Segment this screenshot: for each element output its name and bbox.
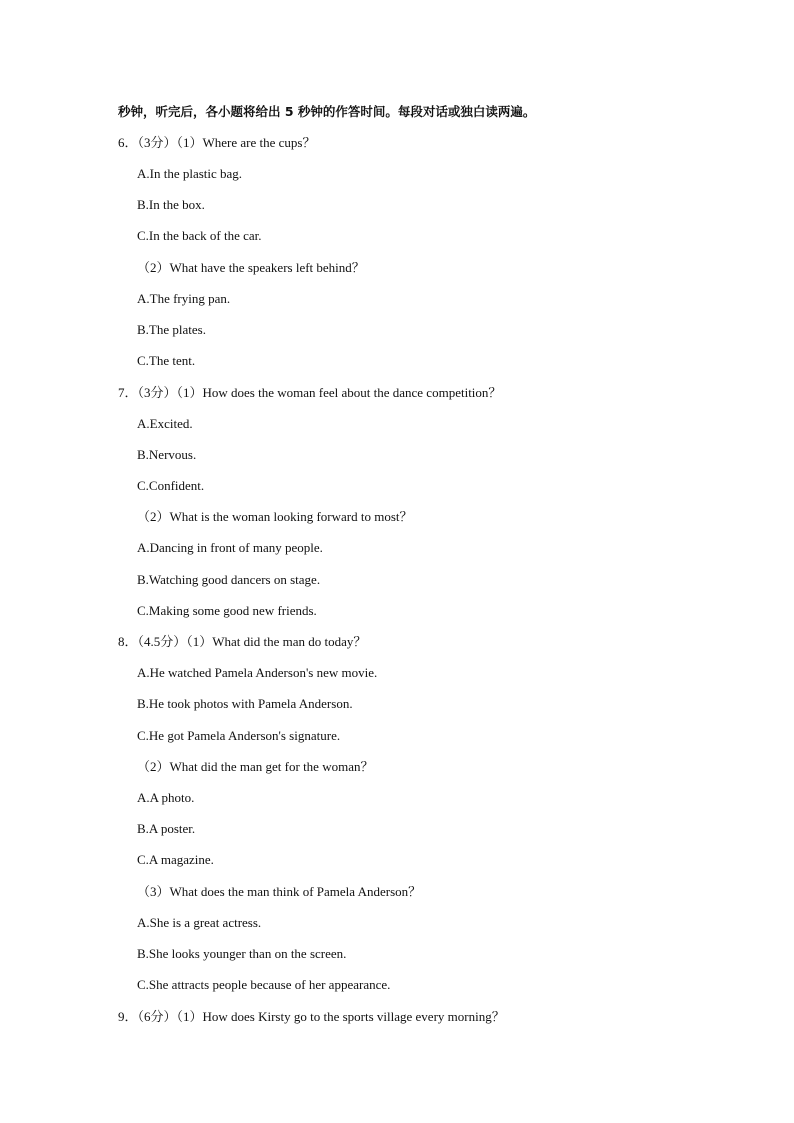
q8-sub2-label: （2）What did the man get for the woman？	[137, 759, 374, 774]
q6-1-option-c: C.In the back of the car.	[137, 228, 262, 243]
q8-sub3-label: （3）What does the man think of Pamela Anderson？	[137, 884, 422, 899]
q8-2-option-c: C.A magazine.	[137, 852, 214, 867]
q8-1-option-b: B.He took photos with Pamela Anderson.	[137, 696, 353, 711]
q7-2-option-c: C.Making some good new friends.	[137, 603, 317, 618]
intro-text: 秒钟，听完后，各小题将给出 5 秒钟的作答时间。每段对话或独白读两遍。	[118, 104, 536, 119]
q6-2-option-b: B.The plates.	[137, 322, 206, 337]
q8-2-option-a: A.A photo.	[137, 790, 195, 805]
question-9-label: 9．（6分）（1）How does Kirsty go to the sports village every morning？	[118, 1009, 505, 1024]
q6-1-option-a: A.In the plastic bag.	[137, 166, 243, 181]
q7-1-option-b: B.Nervous.	[137, 447, 197, 462]
question-8-label: 8．（4.5分）（1）What did the man do today？	[118, 634, 367, 649]
q8-1-option-a: A.He watched Pamela Anderson's new movie.	[137, 665, 378, 680]
q7-1-option-c: C.Confident.	[137, 478, 205, 493]
q6-1-option-b: B.In the box.	[137, 197, 205, 212]
q8-2-option-b: B.A poster.	[137, 821, 196, 836]
q6-2-option-c: C.The tent.	[137, 353, 196, 368]
q7-2-option-b: B.Watching good dancers on stage.	[137, 572, 321, 587]
q7-1-option-a: A.Excited.	[137, 416, 193, 431]
q8-3-option-c: C.She attracts people because of her appearance.	[137, 977, 391, 992]
question-7-label: 7．（3分）（1）How does the woman feel about the dance competition？	[118, 385, 502, 400]
q6-sub2-label: （2）What have the speakers left behind？	[137, 260, 365, 275]
question-6-label: 6．（3分）（1）Where are the cups？	[118, 135, 316, 150]
q6-2-option-a: A.The frying pan.	[137, 291, 231, 306]
q8-3-option-a: A.She is a great actress.	[137, 915, 262, 930]
q7-sub2-label: （2）What is the woman looking forward to most？	[137, 509, 413, 524]
q8-3-option-b: B.She looks younger than on the screen.	[137, 946, 347, 961]
q8-1-option-c: C.He got Pamela Anderson's signature.	[137, 728, 341, 743]
q7-2-option-a: A.Dancing in front of many people.	[137, 540, 323, 555]
